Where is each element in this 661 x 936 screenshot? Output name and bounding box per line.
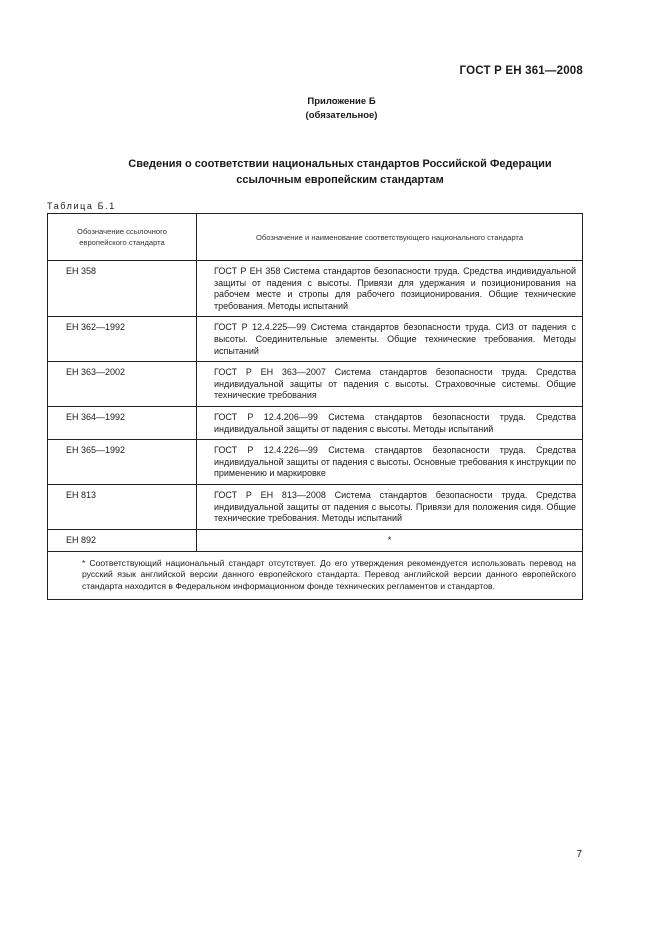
description-text: ГОСТ Р ЕН 358 Система стандартов безопасности труда. Средства индивидуальной защиты от падения с высоты. Привязи для удержания и позиционирования на рабочем месте и стропы для рабочего позиционирования. Общие технические требования. Методы испытаний bbox=[214, 266, 576, 311]
national-standard-description bbox=[197, 362, 583, 407]
annex-title: Приложение Б bbox=[307, 96, 376, 107]
table-row bbox=[48, 529, 583, 551]
table-row bbox=[48, 440, 583, 485]
table-row bbox=[48, 406, 583, 439]
table-row bbox=[48, 261, 583, 317]
description-text: ГОСТ Р 12.4.206—99 Система стандартов безопасности труда. Средства индивидуальной защиты от падения с высоты. Методы испытаний bbox=[214, 411, 576, 434]
description-text: ГОСТ Р ЕН 363—2007 Система стандартов безопасности труда. Средства индивидуальной защиты от падения с высоты. Страховочные системы. Общие технические требования bbox=[214, 367, 576, 401]
national-standard-description bbox=[197, 484, 583, 529]
table-label: Таблица Б.1 bbox=[47, 201, 116, 211]
table-footnote bbox=[48, 551, 583, 600]
annex-status: (обязательное) bbox=[305, 110, 378, 121]
european-standard-code: ЕН 364—1992 bbox=[48, 406, 197, 439]
national-standard-description bbox=[197, 261, 583, 317]
annex-title-block bbox=[0, 95, 661, 123]
table-row bbox=[48, 484, 583, 529]
european-standard-code: ЕН 363—2002 bbox=[48, 362, 197, 407]
european-standard-code: ЕН 813 bbox=[48, 484, 197, 529]
footnote-text: * Соответствующий национальный стандарт отсутствует. До его утверждения рекомендуется использовать перевод на русский язык английской версии данного европейского стандарта. Перевод английской версии данного европейского стандарта находится в Федеральном информационном фонде технических регламентов и стандартов. bbox=[82, 557, 576, 591]
table-footnote-row bbox=[48, 551, 583, 600]
column-header-national-standard: Обозначение и наименование соответствующего национального стандарта bbox=[197, 214, 583, 261]
description-text: ГОСТ Р 12.4.226—99 Система стандартов безопасности труда. Средства индивидуальной защиты от падения с высоты. Основные требования к инструкции по применению и маркировке bbox=[214, 445, 576, 479]
national-standard-description bbox=[197, 440, 583, 485]
description-text: ГОСТ Р 12.4.225—99 Система стандартов безопасности труда. СИЗ от падения с высоты. Соединительные элементы. Общие технические требования. Методы испытаний bbox=[214, 322, 576, 356]
section-heading-line-2: ссылочным европейским стандартам bbox=[236, 174, 444, 186]
european-standard-code: ЕН 892 bbox=[48, 529, 197, 551]
table-row bbox=[48, 317, 583, 362]
table-header-row bbox=[48, 214, 583, 261]
page-number: 7 bbox=[576, 849, 582, 860]
document-code-header: ГОСТ Р ЕН 361—2008 bbox=[459, 65, 583, 77]
european-standard-code: ЕН 362—1992 bbox=[48, 317, 197, 362]
column-header-european-standard: Обозначение ссылочного европейского стандарта bbox=[48, 214, 197, 261]
description-text: ГОСТ Р ЕН 813—2008 Система стандартов безопасности труда. Средства индивидуальной защиты от падения с высоты. Привязи для положения сидя. Общие технические требования. Методы испытаний bbox=[214, 489, 576, 524]
european-standard-code: ЕН 358 bbox=[48, 261, 197, 317]
national-standard-description bbox=[197, 317, 583, 362]
table-row bbox=[48, 362, 583, 407]
correspondence-table-wrapper bbox=[47, 213, 583, 600]
correspondence-table bbox=[47, 213, 583, 600]
national-standard-description bbox=[197, 406, 583, 439]
section-heading bbox=[60, 156, 620, 188]
european-standard-code: ЕН 365—1992 bbox=[48, 440, 197, 485]
section-heading-line-1: Сведения о соответствии национальных стандартов Российской Федерации bbox=[128, 158, 552, 170]
no-national-standard-marker: * bbox=[197, 529, 583, 551]
